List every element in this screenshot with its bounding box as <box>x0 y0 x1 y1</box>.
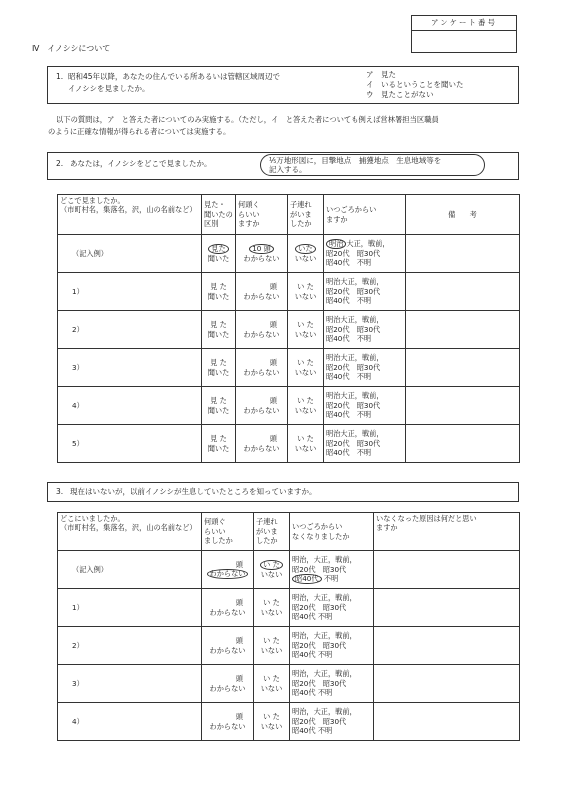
era-line2[interactable]: 昭20代 昭30代 <box>292 716 347 726</box>
table-row <box>58 627 520 665</box>
sighting-table-header <box>58 195 520 235</box>
era-meiji[interactable]: 明治 <box>326 315 341 325</box>
yes-option[interactable]: い た <box>263 636 280 646</box>
remarks-cell[interactable] <box>406 235 520 273</box>
survey-number-box <box>411 15 517 53</box>
example-unknown: わからない <box>243 253 280 263</box>
seen-option[interactable]: 見 た <box>210 320 227 330</box>
former-table-header <box>58 513 520 551</box>
heard-option[interactable]: 聞いた <box>207 367 230 377</box>
unknown-option[interactable]: わからない <box>243 405 280 415</box>
table-row <box>58 273 520 311</box>
yes-option[interactable]: い た <box>297 434 314 444</box>
unknown-option[interactable]: わからない <box>209 683 246 693</box>
remarks-cell[interactable] <box>406 387 520 425</box>
q1-option-a[interactable]: ア 見た <box>366 70 396 79</box>
header-reason: いなくなった原因は何だと思い ますか <box>374 513 520 551</box>
example-era-40-circled: 昭40代 <box>292 574 322 584</box>
q1-option-i[interactable]: イ いるということを聞いた <box>366 80 464 89</box>
example-seen-circled: 見た <box>208 244 228 254</box>
era-meiji[interactable]: 明治 <box>326 391 341 401</box>
yes-option[interactable]: い た <box>297 320 314 330</box>
era-meiji[interactable]: 明治 <box>326 277 341 287</box>
heard-option[interactable]: 聞いた <box>207 443 230 453</box>
instruction-line-1: 以下の質問は，ア と答えた者についてのみ実施する。（ただし，イ と答えた者についても例えば営林署担当区職員 <box>56 115 439 124</box>
era-line3[interactable]: 昭40代 不明 <box>326 410 372 420</box>
example-unknown-circled: わからない <box>207 569 249 579</box>
head-label: 頭 <box>269 282 277 292</box>
reason-cell[interactable] <box>374 665 520 703</box>
row-label: 1） <box>58 589 202 627</box>
seen-option[interactable]: 見 た <box>210 396 227 406</box>
heard-option[interactable]: 聞いた <box>207 291 230 301</box>
no-option[interactable]: いない <box>294 291 317 301</box>
era-line1[interactable]: 明治，大正，戦前， <box>292 669 357 679</box>
no-option[interactable]: いない <box>294 443 317 453</box>
question-1-box <box>47 66 519 104</box>
era-unknown[interactable]: 不明 <box>317 688 333 698</box>
era-40[interactable]: 昭40代 <box>292 688 316 698</box>
era-line2[interactable]: 昭20代 昭30代 <box>326 400 381 410</box>
seen-option[interactable]: 見 た <box>210 358 227 368</box>
q3-number: 3. <box>56 487 64 496</box>
remarks-cell[interactable] <box>406 273 520 311</box>
head-label: 頭 <box>235 559 243 569</box>
row-label: 1） <box>58 273 202 311</box>
era-rest: 大正，戦前， <box>346 239 390 249</box>
era-meiji[interactable]: 明治 <box>326 429 341 439</box>
no-option[interactable]: いない <box>260 645 283 655</box>
era-line2[interactable]: 昭20代 昭30代 <box>292 640 347 650</box>
example-yes-circled: い た <box>260 560 283 570</box>
head-label: 頭 <box>235 598 243 608</box>
unknown-option[interactable]: わからない <box>209 721 246 731</box>
example-yes-circled: いた <box>295 244 315 254</box>
era-line1: 明治，大正，戦前， <box>292 555 357 565</box>
era-line2[interactable]: 昭20代 昭30代 <box>326 324 381 334</box>
row-label: 4） <box>58 387 202 425</box>
q2-text: あなたは，イノシシをどこで見ましたか。 <box>70 159 212 168</box>
survey-number-label: アンケート番号 <box>412 16 516 31</box>
era-unknown[interactable]: 不明 <box>317 650 333 660</box>
yes-option[interactable]: い た <box>263 598 280 608</box>
era-rest[interactable]: 大正，戦前， <box>340 429 384 439</box>
no-option[interactable]: いない <box>294 405 317 415</box>
section-title: Ⅳ イノシシについて <box>32 44 111 53</box>
header-head-count: 何頭く らいい ますか <box>236 195 288 235</box>
era-line3[interactable]: 昭40代 不明 <box>326 448 372 458</box>
example-label: （記入例） <box>58 551 202 589</box>
no-option[interactable]: いない <box>260 721 283 731</box>
question-2-box <box>47 152 519 180</box>
era-line2[interactable]: 昭20代 昭30代 <box>326 362 381 372</box>
era-40[interactable]: 昭40代 <box>292 726 316 736</box>
instruction-line-2: のように正確な情報が得られる者については実施する。 <box>48 127 231 136</box>
q1-text-line2: イノシシを見ましたか。 <box>68 84 150 93</box>
example-count-circled: 10 頭 <box>249 244 274 254</box>
table-row <box>58 311 520 349</box>
head-label: 頭 <box>235 636 243 646</box>
seen-option[interactable]: 見 た <box>210 282 227 292</box>
era-line1[interactable]: 明治，大正，戦前， <box>292 593 357 603</box>
no-option[interactable]: いない <box>260 607 283 617</box>
reason-cell[interactable] <box>374 627 520 665</box>
remarks-cell[interactable] <box>406 349 520 387</box>
era-unknown: 不明 <box>323 573 339 583</box>
seen-option[interactable]: 見 た <box>210 434 227 444</box>
row-label: 5） <box>58 425 202 463</box>
head-label: 頭 <box>269 358 277 368</box>
q1-option-u[interactable]: ウ 見たことがない <box>366 90 434 99</box>
reason-cell[interactable] <box>374 703 520 741</box>
heard-option[interactable]: 聞いた <box>207 329 230 339</box>
era-line3[interactable]: 昭40代 不明 <box>326 334 372 344</box>
era-40[interactable]: 昭40代 <box>292 612 316 622</box>
example-label: （記入例） <box>58 235 202 273</box>
q1-number: 1. <box>56 72 64 81</box>
no-option[interactable]: いない <box>294 367 317 377</box>
unknown-option[interactable]: わからない <box>243 329 280 339</box>
sighting-table <box>57 194 520 463</box>
header-young: 子連れ がいま したか <box>254 513 290 551</box>
era-meiji[interactable]: 明治 <box>326 353 341 363</box>
unknown-option[interactable]: わからない <box>243 443 280 453</box>
question-3-box <box>47 482 519 502</box>
reason-cell[interactable] <box>374 589 520 627</box>
era-line1[interactable]: 明治，大正，戦前， <box>292 707 357 717</box>
row-label: 2） <box>58 627 202 665</box>
era-unknown[interactable]: 不明 <box>317 612 333 622</box>
yes-option[interactable]: い た <box>263 674 280 684</box>
table-row <box>58 589 520 627</box>
header-remarks: 備 考 <box>406 195 520 235</box>
heard-option[interactable]: 聞いた <box>207 405 230 415</box>
head-label: 頭 <box>235 674 243 684</box>
remarks-cell[interactable] <box>406 311 520 349</box>
era-line3[interactable]: 昭40代 不明 <box>326 372 372 382</box>
header-when: いつごろからい ますか <box>324 195 406 235</box>
era-rest[interactable]: 大正，戦前， <box>340 277 384 287</box>
row-label: 3） <box>58 349 202 387</box>
era-rest[interactable]: 大正，戦前， <box>340 391 384 401</box>
table-row <box>58 349 520 387</box>
unknown-option[interactable]: わからない <box>209 645 246 655</box>
era-40[interactable]: 昭40代 <box>292 650 316 660</box>
q2-note-line1: ⅕万地形図に，目撃地点 捕獲地点 生息地域等を <box>269 156 442 165</box>
unknown-option[interactable]: わからない <box>243 291 280 301</box>
no-option[interactable]: いない <box>260 683 283 693</box>
yes-option[interactable]: い た <box>263 712 280 722</box>
remarks-cell[interactable] <box>406 425 520 463</box>
header-when: いつごろからい なくなりましたか <box>290 513 374 551</box>
yes-option[interactable]: い た <box>297 396 314 406</box>
example-no: いない <box>294 253 317 263</box>
era-rest[interactable]: 大正，戦前， <box>340 315 384 325</box>
header-where: どこで見ましたか。 （市町村名，集落名，沢，山の名前など） <box>58 195 202 235</box>
yes-option[interactable]: い た <box>297 282 314 292</box>
unknown-option[interactable]: わからない <box>209 607 246 617</box>
era-unknown[interactable]: 不明 <box>317 726 333 736</box>
header-where: どこにいましたか。 （市町村名，集落名，沢，山の名前など） <box>58 513 202 551</box>
example-no: いない <box>260 569 283 579</box>
era-line2[interactable]: 昭20代 昭30代 <box>292 602 347 612</box>
era-line2: 昭20代 昭30代 <box>326 249 381 259</box>
head-label: 頭 <box>269 434 277 444</box>
survey-number-field[interactable] <box>412 31 516 53</box>
yes-option[interactable]: い た <box>297 358 314 368</box>
table-row <box>58 425 520 463</box>
table-row <box>58 703 520 741</box>
row-label: 3） <box>58 665 202 703</box>
example-heard: 聞いた <box>207 253 230 263</box>
era-line3: 昭40代 不明 <box>326 258 372 268</box>
header-young: 子連れ がいま したか <box>288 195 324 235</box>
era-rest[interactable]: 大正，戦前， <box>340 353 384 363</box>
q2-note <box>260 154 485 176</box>
table-row <box>58 665 520 703</box>
no-option[interactable]: いない <box>294 329 317 339</box>
example-era-meiji-circled: 明治 <box>326 239 346 249</box>
q2-number: 2. <box>56 159 64 168</box>
row-label: 2） <box>58 311 202 349</box>
era-line2[interactable]: 昭20代 昭30代 <box>326 438 381 448</box>
table-row-example <box>58 235 520 273</box>
head-label: 頭 <box>269 396 277 406</box>
former-habitat-table <box>57 512 520 741</box>
q2-note-line2: 記入する。 <box>269 165 307 175</box>
era-line2[interactable]: 昭20代 昭30代 <box>326 286 381 296</box>
table-row-example <box>58 551 520 589</box>
header-seen-heard: 見た・ 聞いたの 区別 <box>202 195 236 235</box>
reason-cell[interactable] <box>374 551 520 589</box>
header-head-count: 何頭ぐ らいい ましたか <box>202 513 254 551</box>
head-label: 頭 <box>235 712 243 722</box>
era-line2: 昭20代 昭30代 <box>292 564 347 574</box>
unknown-option[interactable]: わからない <box>243 367 280 377</box>
era-line1[interactable]: 明治，大正，戦前， <box>292 631 357 641</box>
era-line2[interactable]: 昭20代 昭30代 <box>292 678 347 688</box>
q3-text: 現在はいないが，以前イノシシが生息していたところを知っていますか。 <box>70 487 317 496</box>
row-label: 4） <box>58 703 202 741</box>
era-line3[interactable]: 昭40代 不明 <box>326 296 372 306</box>
head-label: 頭 <box>269 320 277 330</box>
table-row <box>58 387 520 425</box>
q1-text-line1: 昭和45年以降，あなたの住んでいる所あるいは管轄区域周辺で <box>68 72 281 81</box>
